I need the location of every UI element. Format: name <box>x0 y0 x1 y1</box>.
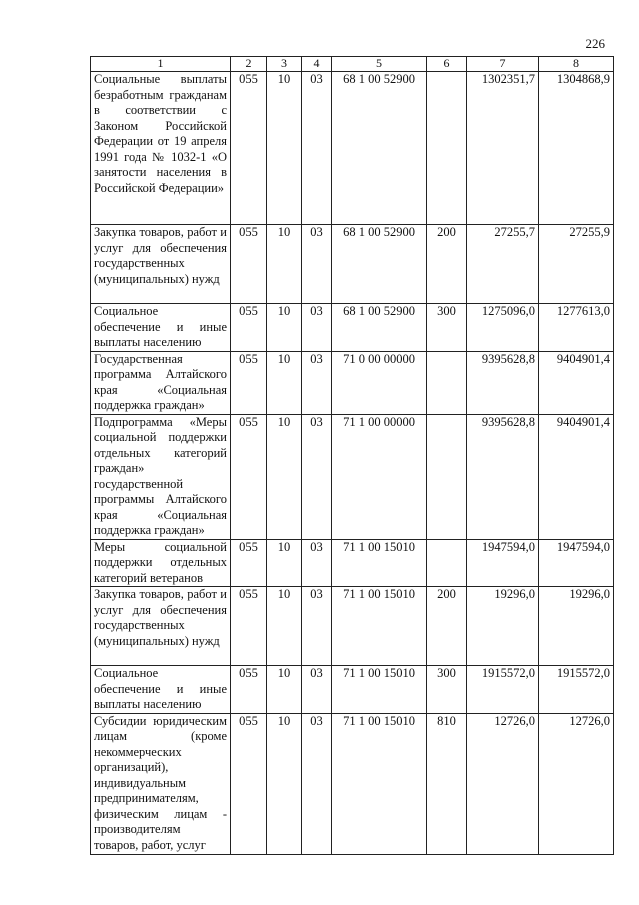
header-cell-expense-type: 6 <box>427 57 467 72</box>
row-ministry: 055 <box>231 351 267 414</box>
row-ministry: 055 <box>231 225 267 304</box>
table-row <box>91 539 614 587</box>
row-name: Социальное обеспечение и иные выплаты населению <box>91 304 231 352</box>
row-target: 71 0 00 00000 <box>332 351 427 414</box>
row-section: 10 <box>267 666 302 714</box>
table-row <box>91 304 614 352</box>
row-target: 71 1 00 15010 <box>332 713 427 854</box>
row-expense-type <box>427 72 467 225</box>
row-expense-type: 200 <box>427 225 467 304</box>
row-sum2: 12726,0 <box>539 713 614 854</box>
header-cell-target: 5 <box>332 57 427 72</box>
row-sum2: 9404901,4 <box>539 414 614 539</box>
row-sum2: 1915572,0 <box>539 666 614 714</box>
row-ministry: 055 <box>231 539 267 587</box>
row-target: 71 1 00 15010 <box>332 539 427 587</box>
row-section: 10 <box>267 72 302 225</box>
row-name: Субсидии юридическим лицам (кроме некоммерческих организаций), индивидуальным предпринимателям, физическим лицам - производителям товаров, работ, услуг <box>91 713 231 854</box>
row-name: Закупка товаров, работ и услуг для обеспечения государственных (муниципальных) нужд <box>91 587 231 666</box>
row-sum1: 19296,0 <box>467 587 539 666</box>
header-row <box>91 57 614 72</box>
header-cell-sum2: 8 <box>539 57 614 72</box>
row-target: 71 1 00 15010 <box>332 587 427 666</box>
row-subsection: 03 <box>302 713 332 854</box>
header-cell-ministry: 2 <box>231 57 267 72</box>
row-sum1: 1275096,0 <box>467 304 539 352</box>
row-name: Закупка товаров, работ и услуг для обеспечения государственных (муниципальных) нужд <box>91 225 231 304</box>
row-ministry: 055 <box>231 72 267 225</box>
row-name: Подпрограмма «Меры социальной поддержки отдельных категорий граждан» государственной программы Алтайского края «Социальная поддержка граждан» <box>91 414 231 539</box>
row-ministry: 055 <box>231 304 267 352</box>
row-target: 71 1 00 00000 <box>332 414 427 539</box>
row-target: 68 1 00 52900 <box>332 304 427 352</box>
table-row <box>91 414 614 539</box>
row-ministry: 055 <box>231 666 267 714</box>
budget-table <box>90 56 614 855</box>
table-row <box>91 587 614 666</box>
row-subsection: 03 <box>302 72 332 225</box>
row-section: 10 <box>267 539 302 587</box>
header-cell-name: 1 <box>91 57 231 72</box>
row-expense-type <box>427 414 467 539</box>
row-expense-type: 300 <box>427 304 467 352</box>
row-name: Социальные выплаты безработным гражданам в соответствии с Законом Российской Федерации от 19 апреля 1991 года № 1032-1 «О занятости населения в Российской Федерации» <box>91 72 231 225</box>
table-row <box>91 666 614 714</box>
row-sum2: 1304868,9 <box>539 72 614 225</box>
header-cell-sum1: 7 <box>467 57 539 72</box>
row-section: 10 <box>267 713 302 854</box>
row-expense-type <box>427 539 467 587</box>
row-sum2: 19296,0 <box>539 587 614 666</box>
row-section: 10 <box>267 225 302 304</box>
table-row <box>91 225 614 304</box>
row-sum2: 1277613,0 <box>539 304 614 352</box>
row-subsection: 03 <box>302 587 332 666</box>
row-section: 10 <box>267 304 302 352</box>
table-row <box>91 351 614 414</box>
table-row <box>91 72 614 225</box>
row-expense-type: 810 <box>427 713 467 854</box>
row-sum1: 9395628,8 <box>467 351 539 414</box>
row-subsection: 03 <box>302 666 332 714</box>
row-ministry: 055 <box>231 713 267 854</box>
row-sum1: 27255,7 <box>467 225 539 304</box>
row-target: 68 1 00 52900 <box>332 72 427 225</box>
table-row <box>91 713 614 854</box>
row-section: 10 <box>267 587 302 666</box>
row-section: 10 <box>267 414 302 539</box>
row-sum1: 12726,0 <box>467 713 539 854</box>
row-sum2: 27255,9 <box>539 225 614 304</box>
page-number: 226 <box>585 36 605 51</box>
row-expense-type <box>427 351 467 414</box>
row-section: 10 <box>267 351 302 414</box>
row-subsection: 03 <box>302 304 332 352</box>
row-sum1: 1302351,7 <box>467 72 539 225</box>
row-expense-type: 200 <box>427 587 467 666</box>
row-target: 71 1 00 15010 <box>332 666 427 714</box>
row-subsection: 03 <box>302 414 332 539</box>
row-sum1: 9395628,8 <box>467 414 539 539</box>
row-ministry: 055 <box>231 587 267 666</box>
row-subsection: 03 <box>302 225 332 304</box>
row-name: Социальное обеспечение и иные выплаты населению <box>91 666 231 714</box>
row-sum1: 1915572,0 <box>467 666 539 714</box>
row-name: Меры социальной поддержки отдельных категорий ветеранов <box>91 539 231 587</box>
header-cell-subsection: 4 <box>302 57 332 72</box>
row-sum2: 9404901,4 <box>539 351 614 414</box>
row-name: Государственная программа Алтайского края «Социальная поддержка граждан» <box>91 351 231 414</box>
row-subsection: 03 <box>302 351 332 414</box>
row-subsection: 03 <box>302 539 332 587</box>
header-cell-section: 3 <box>267 57 302 72</box>
row-sum1: 1947594,0 <box>467 539 539 587</box>
row-sum2: 1947594,0 <box>539 539 614 587</box>
row-ministry: 055 <box>231 414 267 539</box>
row-expense-type: 300 <box>427 666 467 714</box>
row-target: 68 1 00 52900 <box>332 225 427 304</box>
